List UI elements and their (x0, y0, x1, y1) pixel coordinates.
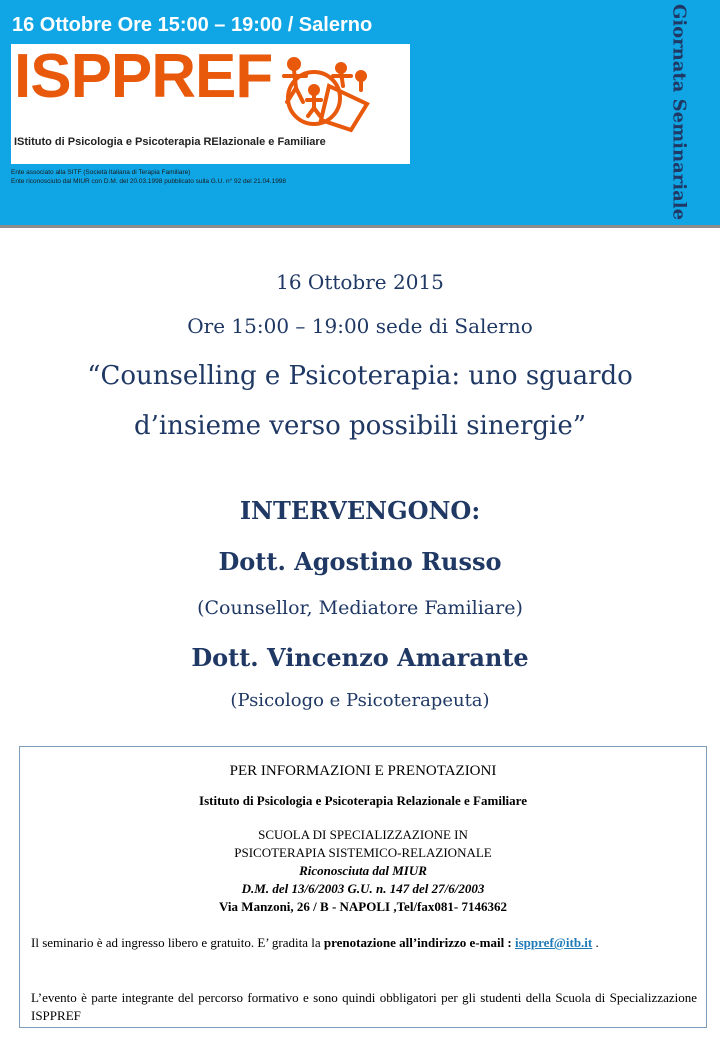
event-title-line-2: d’insieme verso possibili sinergie” (133, 411, 587, 441)
fine-print-recognition: Ente riconosciuto dal MIUR con D.M. del 20.03.1998 pubblicato sulla G.U. n° 92 del 21.04.1998 (11, 178, 287, 185)
school-recognition: Riconosciuta dal MIUR (299, 863, 427, 878)
event-date-banner: 16 Ottobre Ore 15:00 – 19:00 / Salerno (12, 14, 373, 36)
side-title-text: Giornata Seminariale (668, 3, 690, 221)
school-line-2: PSICOTERAPIA SISTEMICO-RELAZIONALE (234, 845, 492, 860)
side-title (668, 0, 690, 224)
info-institute: Istituto di Psicologia e Psicoterapia Relazionale e Familiare (199, 793, 527, 808)
speaker-1-name: Dott. Agostino Russo (218, 547, 502, 576)
speakers-heading: INTERVENGONO: (239, 496, 481, 525)
school-address: Via Manzoni, 26 / B - NAPOLI ,Tel/fax081- 7146362 (219, 899, 507, 914)
booking-end: . (592, 935, 599, 950)
logo-wordmark: ISPPREF (14, 42, 273, 111)
family-figures-icon (269, 46, 379, 136)
event-time-place: Ore 15:00 – 19:00 sede di Salerno (187, 314, 533, 338)
event-date: 16 Ottobre 2015 (276, 270, 444, 294)
logo-subtitle: IStituto di Psicologia e Psicoterapia RElazionale e Familiare (14, 136, 326, 148)
school-line-1: SCUOLA DI SPECIALIZZAZIONE IN (258, 827, 468, 842)
mandatory-paragraph: L’evento è parte integrante del percorso formativo e sono quindi obbligatori per gli studenti della Scuola di Specializzazione ISPPREF (31, 990, 697, 1023)
school-decree: D.M. del 13/6/2003 G.U. n. 147 del 27/6/2003 (241, 881, 485, 896)
speaker-1-role: (Counsellor, Mediatore Familiare) (197, 597, 523, 619)
info-box (19, 746, 707, 1028)
fine-print-association: Ente associato alla SITF (Società Italiana di Terapia Familiare) (11, 169, 191, 176)
info-heading: PER INFORMAZIONI E PRENOTAZIONI (229, 763, 497, 779)
isppref-logo (11, 44, 410, 164)
booking-text: Il seminario è ad ingresso libero e gratuito. E’ gradita la (31, 935, 324, 950)
event-title-line-1: “Counselling e Psicoterapia: uno sguardo (87, 361, 633, 391)
header-banner (0, 0, 720, 228)
speaker-2-role: (Psicologo e Psicoterapeuta) (230, 690, 490, 711)
booking-paragraph (31, 934, 697, 952)
booking-bold-text: prenotazione all’indirizzo e-mail : (323, 935, 512, 950)
speaker-2-name: Dott. Vincenzo Amarante (191, 643, 529, 672)
email-link[interactable]: isppref@itb.it (515, 935, 593, 950)
